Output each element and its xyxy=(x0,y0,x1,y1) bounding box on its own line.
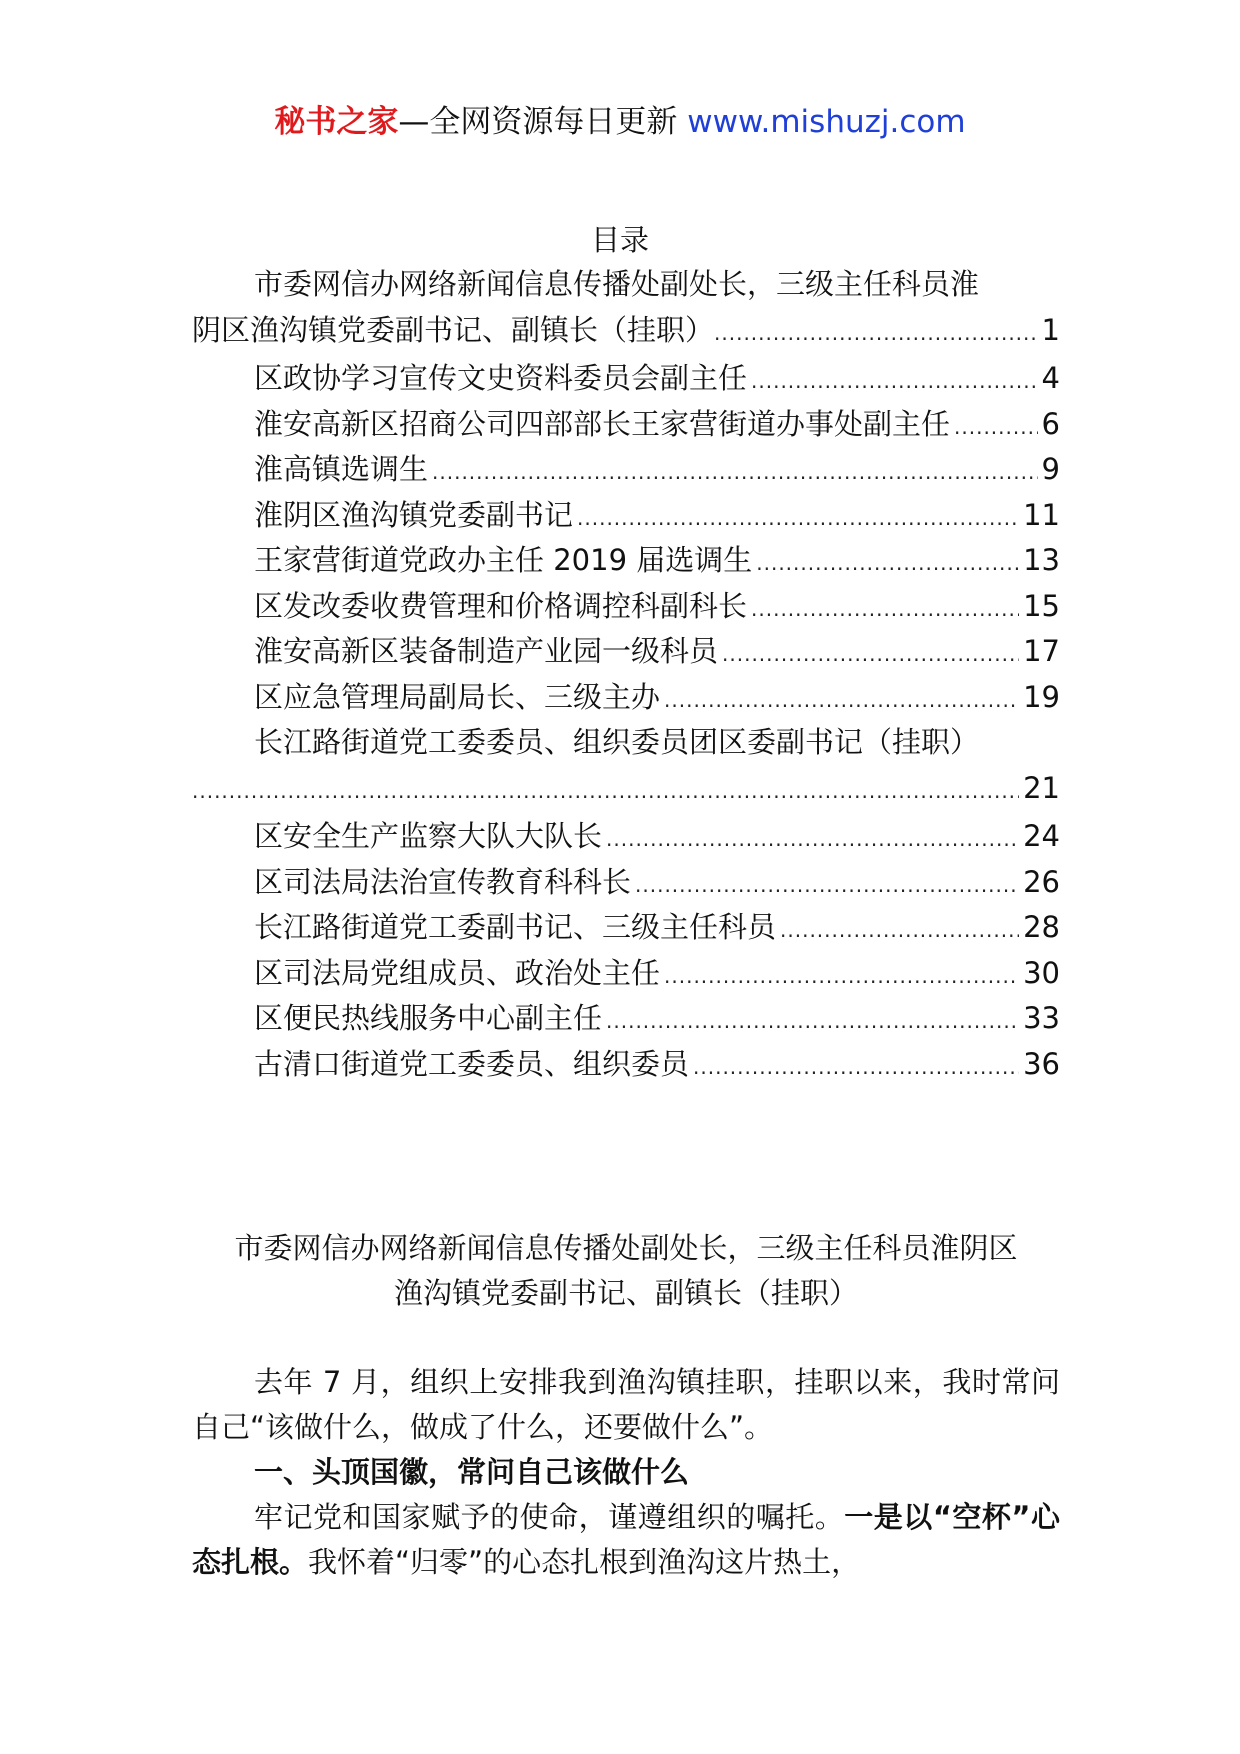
toc-page-number: 15 xyxy=(1023,588,1060,623)
toc-entry[interactable] xyxy=(192,538,1060,584)
toc-entry[interactable] xyxy=(192,996,1060,1042)
article-body xyxy=(192,1360,1060,1585)
toc-entry[interactable] xyxy=(192,720,1060,814)
toc-entry-text: 古清口街道党工委委员、组织委员 xyxy=(254,1046,690,1081)
toc-entry-text-line1: 市委网信办网络新闻信息传播处副处长，三级主任科员淮 xyxy=(254,267,980,301)
toc-page-number: 24 xyxy=(1023,819,1060,853)
toc-leader-dots xyxy=(751,359,1038,405)
toc-entry-text: 王家营街道党政办主任 2019 届选调生 xyxy=(254,543,753,577)
toc-leader-dots xyxy=(635,863,1019,909)
toc-entry-text: 区政协学习宣传文史资料委员会副主任 xyxy=(254,361,748,395)
toc-page-number: 21 xyxy=(1023,770,1060,805)
paragraph-text: 我怀着“归零”的心态扎根到渔沟这片热土， xyxy=(308,1545,861,1579)
section-title-line1: 市委网信办网络新闻信息传播处副处长，三级主任科员淮阴区 xyxy=(234,1231,1018,1265)
toc-entry-text: 区安全生产监察大队大队长 xyxy=(254,819,603,853)
toc-leader-dots xyxy=(664,954,1019,1000)
section-title-line2: 渔沟镇党委副书记、副镇长（挂职） xyxy=(393,1276,858,1310)
section-title xyxy=(192,1226,1060,1316)
toc-page-number: 36 xyxy=(1023,1046,1060,1081)
toc-leader-dots xyxy=(756,541,1019,587)
brand-name: 秘书之家 xyxy=(274,104,399,140)
toc-entry-text: 淮阴区渔沟镇党委副书记 xyxy=(254,497,574,532)
toc-entry[interactable] xyxy=(192,905,1060,951)
toc-entry-text: 区发改委收费管理和价格调控科副科长 xyxy=(254,588,748,623)
toc-leader-dots xyxy=(606,999,1019,1045)
toc-leader-dots xyxy=(714,311,1038,357)
site-url-link[interactable]: www.mishuzj.com xyxy=(687,104,966,140)
toc-entry[interactable] xyxy=(192,447,1060,493)
toc-entry[interactable] xyxy=(192,951,1060,997)
toc-entry-text-line1: 长江路街道党工委委员、组织委员团区委副书记（挂职） xyxy=(254,725,980,759)
toc-entry-text: 区司法局法治宣传教育科科长 xyxy=(254,864,632,899)
toc-page-number: 28 xyxy=(1023,910,1060,944)
toc-entry[interactable] xyxy=(192,356,1060,402)
toc-page-number: 19 xyxy=(1023,679,1060,714)
toc-page-number: 13 xyxy=(1023,543,1060,577)
toc-entry-text: 区便民热线服务中心副主任 xyxy=(254,1001,603,1035)
toc-entry-text-line2: 阴区渔沟镇党委副书记、副镇长（挂职） xyxy=(192,312,715,347)
toc-page-number: 4 xyxy=(1041,361,1060,395)
toc-page-number: 30 xyxy=(1023,955,1060,990)
toc-entry[interactable] xyxy=(192,584,1060,630)
section-heading: 一、头顶国徽，常问自己该做什么 xyxy=(254,1455,690,1489)
toc-entry[interactable] xyxy=(192,675,1060,721)
toc-page-number: 33 xyxy=(1023,1001,1060,1035)
toc-entry-text: 区司法局党组成员、政治处主任 xyxy=(254,955,661,990)
toc-leader-dots xyxy=(722,632,1019,678)
toc-page-number: 9 xyxy=(1041,452,1060,486)
paragraph-text: 牢记党和国家赋予的使命，谨遵组织的嘱托。 xyxy=(254,1500,845,1534)
paragraph-emphasis: 一是以“空杯”心态扎根。 xyxy=(192,1500,1060,1579)
toc-entry-text: 长江路街道党工委副书记、三级主任科员 xyxy=(254,910,777,944)
toc-leader-dots xyxy=(693,1045,1019,1091)
toc-entry[interactable] xyxy=(192,1042,1060,1088)
toc-page-number: 17 xyxy=(1023,634,1060,668)
toc-entry[interactable] xyxy=(192,262,1060,356)
toc-title: 目录 xyxy=(590,223,649,257)
toc-page-number: 26 xyxy=(1023,864,1060,899)
toc-leader-dots xyxy=(192,769,1019,815)
toc-leader-dots xyxy=(606,817,1019,863)
toc-entry[interactable] xyxy=(192,860,1060,906)
toc-leader-dots xyxy=(751,587,1019,633)
toc-entry[interactable] xyxy=(192,814,1060,860)
header-tagline: —全网资源每日更新 xyxy=(398,104,678,140)
toc-leader-dots xyxy=(432,450,1038,496)
toc-entry[interactable] xyxy=(192,493,1060,539)
toc-entry-text: 淮高镇选调生 xyxy=(254,452,429,486)
toc-page-number: 11 xyxy=(1023,497,1060,532)
paragraph xyxy=(192,1495,1060,1585)
table-of-contents xyxy=(192,262,1060,1087)
toc-entry[interactable] xyxy=(192,629,1060,675)
toc-entry-text: 淮安高新区招商公司四部部长王家营街道办事处副主任 xyxy=(254,406,951,441)
site-header xyxy=(0,100,1240,144)
toc-leader-dots xyxy=(954,405,1038,451)
toc-page-number: 1 xyxy=(1041,312,1060,347)
paragraph: 去年 7 月，组织上安排我到渔沟镇挂职，挂职以来，我时常问自己“该做什么，做成了什么，还要做什么”。 xyxy=(192,1365,1060,1444)
toc-entry-text: 区应急管理局副局长、三级主办 xyxy=(254,679,661,714)
toc-leader-dots xyxy=(780,908,1019,954)
toc-page-number: 6 xyxy=(1041,406,1060,441)
toc-leader-dots xyxy=(664,678,1019,724)
toc-entry-text: 淮安高新区装备制造产业园一级科员 xyxy=(254,634,719,668)
toc-entry[interactable] xyxy=(192,402,1060,448)
toc-leader-dots xyxy=(577,496,1019,542)
